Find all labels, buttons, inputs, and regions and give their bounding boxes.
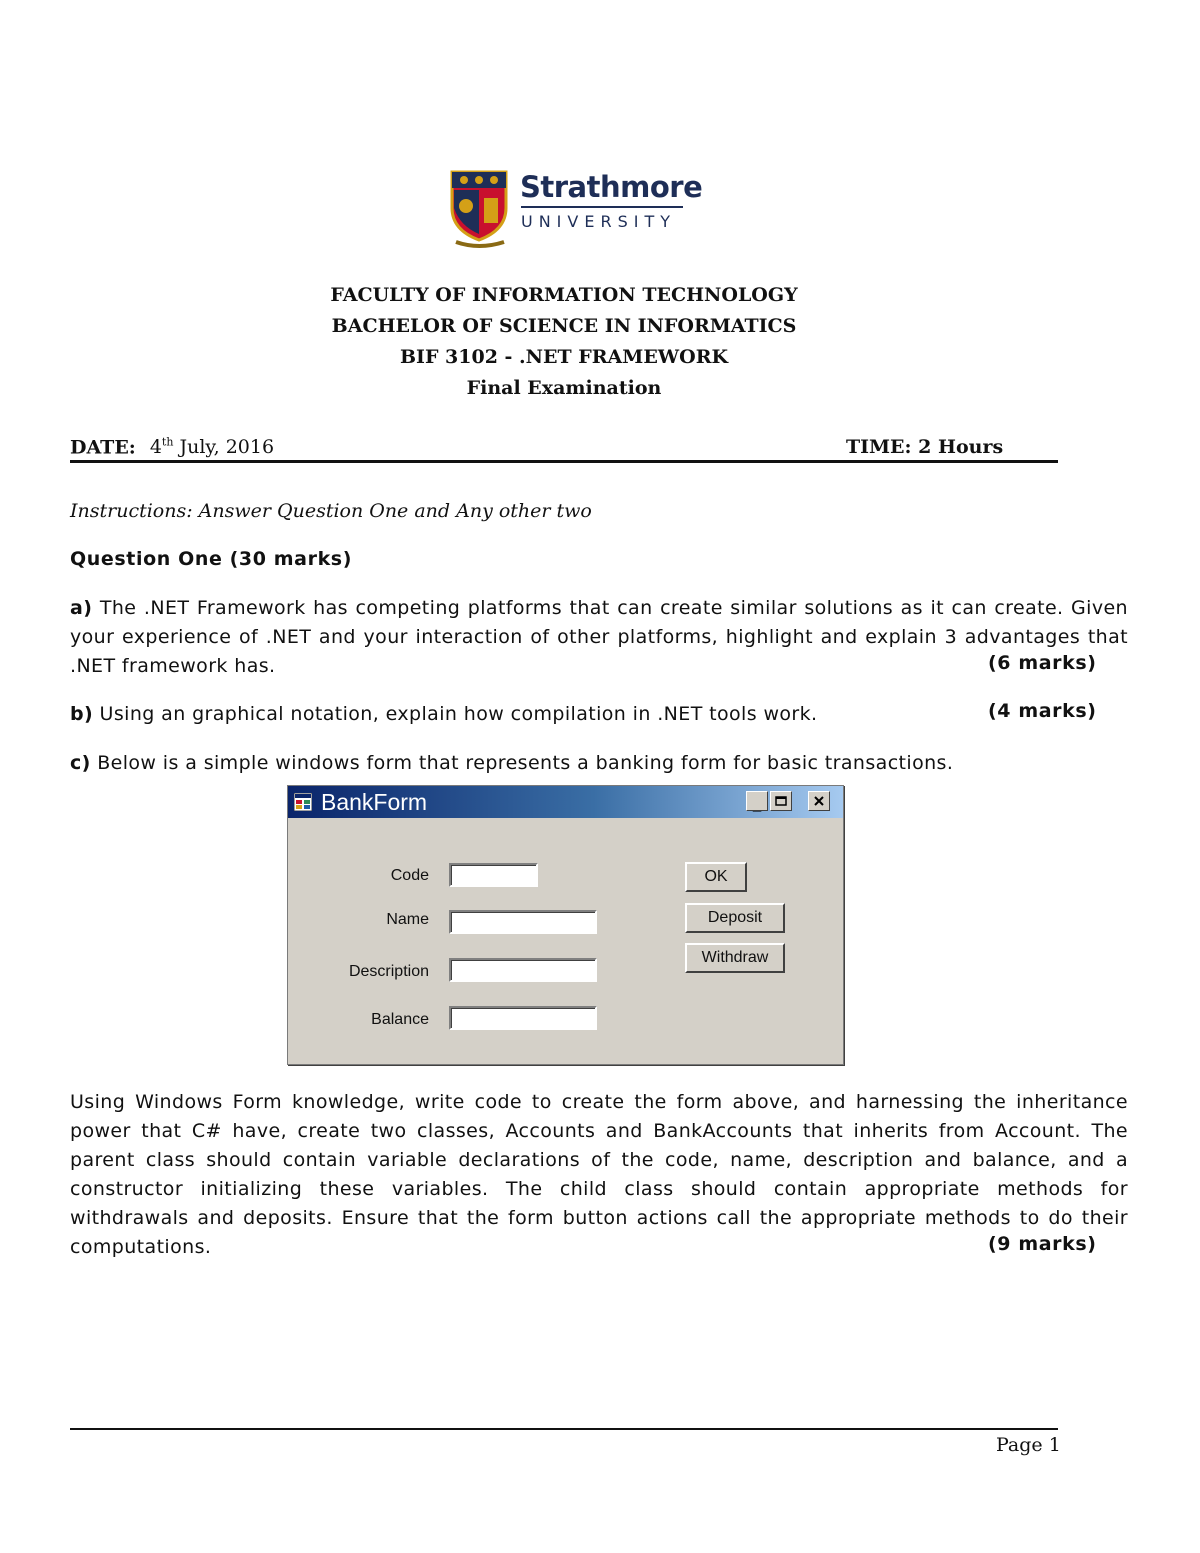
date-rest: July, 2016 [173, 436, 275, 459]
question-a-text: The .NET Framework has competing platforms that can create similar solutions as it can create. Given your experience of .NET and your interaction of other platforms, highlight and explain 3 advantages that .NET framework has. [70, 597, 1128, 677]
page-number: Page 1 [996, 1434, 1061, 1456]
balance-textbox [449, 1006, 597, 1030]
logo-divider [521, 206, 683, 208]
question-c-marks: (9 marks) [988, 1233, 1097, 1255]
date-time-row [70, 436, 1058, 462]
maximize-icon [770, 791, 792, 811]
minimize-icon: _ [746, 791, 768, 811]
question-a-marks: (6 marks) [988, 652, 1097, 674]
instructions: Instructions: Answer Question One and Any other two [70, 500, 592, 522]
question-b-marks: (4 marks) [988, 700, 1097, 722]
description-label: Description [348, 963, 429, 980]
close-icon [808, 791, 830, 811]
logo-name: Strathmore [520, 170, 703, 204]
question-c [70, 749, 1128, 778]
programme-heading: BACHELOR OF SCIENCE IN INFORMATICS [331, 315, 797, 337]
code-textbox [449, 863, 538, 887]
crest-icon [448, 168, 512, 250]
question-title: Question One (30 marks) [70, 548, 352, 570]
question-b-label: b) [70, 703, 94, 725]
bankform-window [287, 785, 844, 1065]
deposit-button: Deposit [685, 903, 785, 933]
question-a-label: a) [70, 597, 93, 619]
date-day: 4 [149, 436, 162, 459]
description-textbox [449, 958, 597, 982]
footer-divider [70, 1428, 1058, 1430]
exam-time: TIME: 2 Hours [846, 436, 1004, 458]
date-value [150, 436, 274, 458]
question-c-body: Using Windows Form knowledge, write code to create the form above, and harnessing the inheritance power that C# have, create two classes, Accounts and BankAccounts that inherits from Account. The parent class should contain variable declarations of the code, name, description and balance, and a constructor initializing these variables. The child class should contain appropriate methods for withdrawals and deposits. Ensure that the form button actions call the appropriate methods to do their computations. [70, 1091, 1128, 1258]
course-heading: BIF 3102 - .NET FRAMEWORK [400, 346, 728, 368]
name-textbox [449, 910, 597, 934]
name-label: Name [386, 911, 429, 928]
question-b-text: Using an graphical notation, explain how compilation in .NET tools work. [93, 703, 818, 725]
logo-subtitle: UNIVERSITY [521, 212, 676, 231]
bankform-title: BankForm [321, 789, 428, 815]
question-c-text: Below is a simple windows form that represents a banking form for basic transactions. [90, 752, 954, 774]
faculty-heading: FACULTY OF INFORMATION TECHNOLOGY [330, 284, 798, 306]
ok-button: OK [685, 862, 747, 892]
question-c-label: c) [70, 752, 91, 774]
code-label: Code [390, 867, 429, 884]
university-logo [448, 168, 703, 250]
question-a [70, 594, 1128, 681]
form-app-icon [294, 793, 312, 811]
question-b [70, 700, 1128, 729]
balance-label: Balance [371, 1011, 429, 1028]
bankform-titlebar [288, 786, 843, 818]
date-label: DATE: [70, 436, 136, 459]
withdraw-button: Withdraw [685, 943, 785, 973]
header-divider [70, 460, 1058, 463]
exam-heading: Final Examination [466, 377, 662, 399]
date-suffix: th [161, 436, 174, 449]
